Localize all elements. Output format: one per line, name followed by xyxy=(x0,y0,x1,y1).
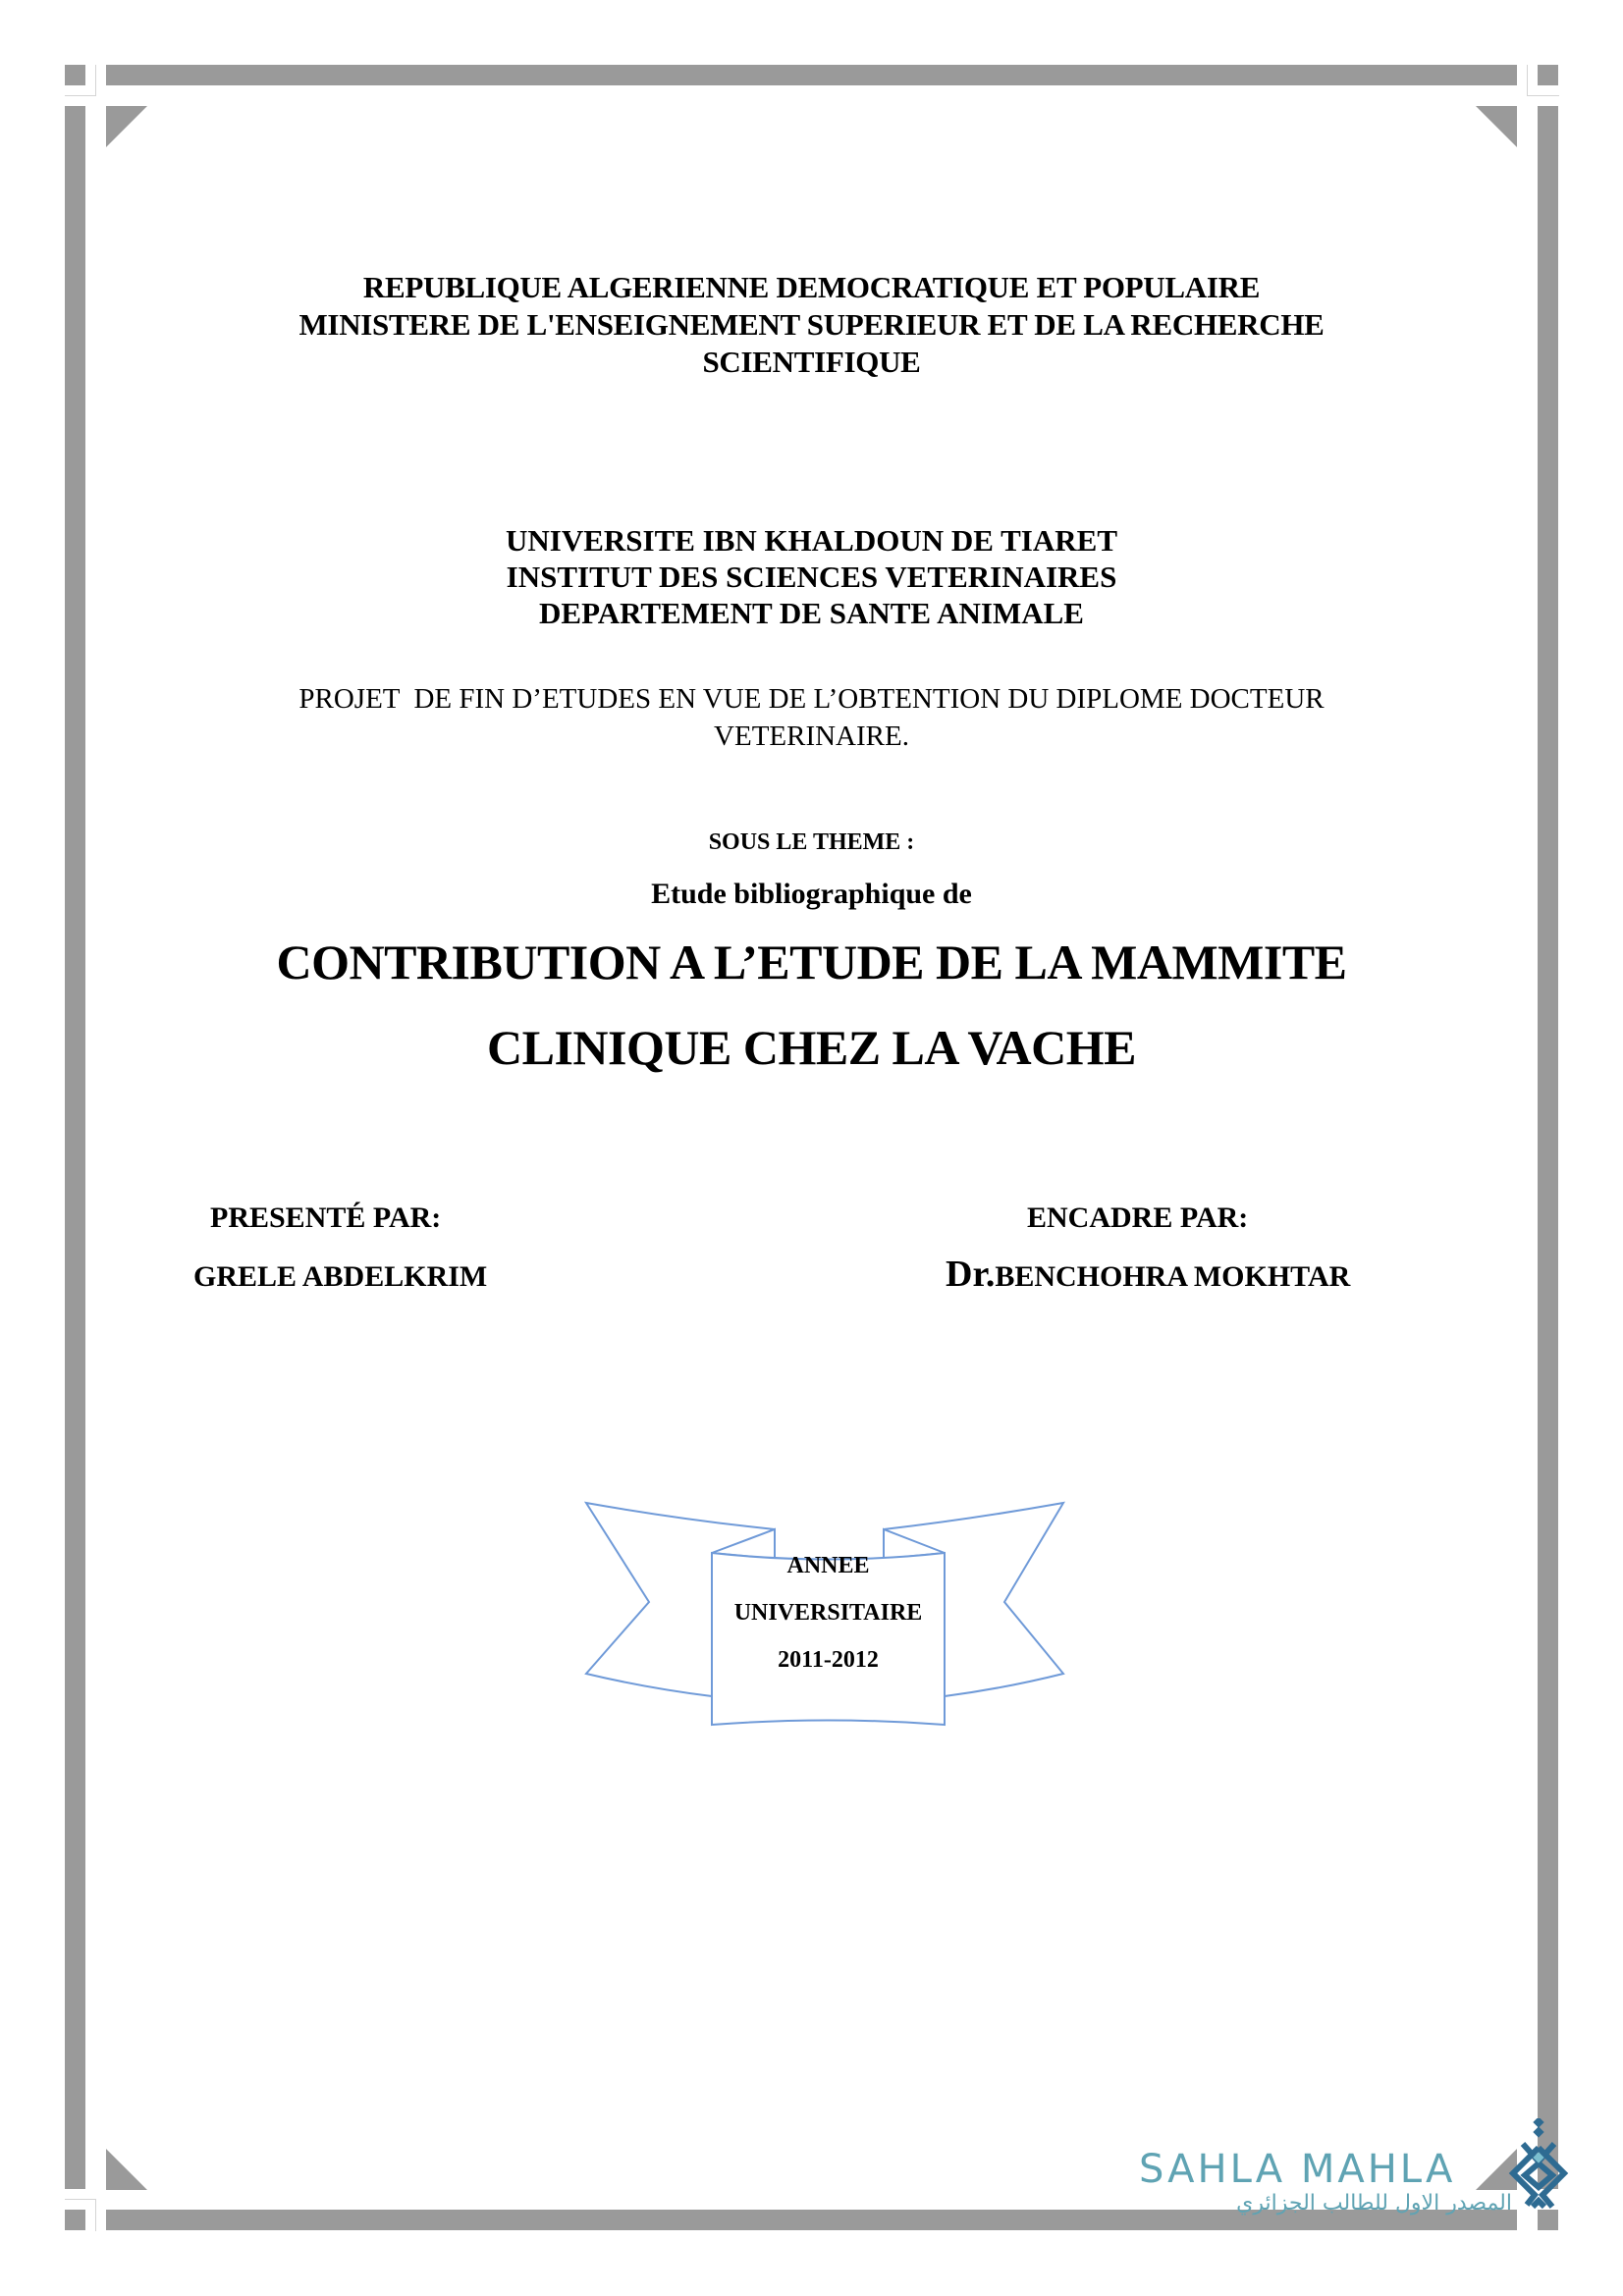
institute-name: INSTITUT DES SCIENCES VETERINAIRES xyxy=(506,560,1117,594)
watermark-tagline: المصدر الاول للطالب الجزائري xyxy=(1236,2191,1512,2216)
university-name: UNIVERSITE IBN KHALDOUN DE TIARET xyxy=(505,523,1117,558)
theme-subtitle: Etude bibliographique de xyxy=(651,878,972,910)
academic-year-line-1: ANNEE xyxy=(786,1553,870,1578)
project-line-2: VETERINAIRE. xyxy=(714,721,909,752)
theme-label: SOUS LE THEME : xyxy=(708,829,915,855)
supervisor-name: BENCHOHRA MOKHTAR xyxy=(995,1260,1351,1293)
header-line-1: REPUBLIQUE ALGERIENNE DEMOCRATIQUE ET POPULAIRE xyxy=(362,270,1261,304)
academic-year-value: 2011-2012 xyxy=(778,1647,879,1673)
academic-year-line-2: UNIVERSITAIRE xyxy=(733,1600,923,1626)
department-name: DEPARTEMENT DE SANTE ANIMALE xyxy=(539,596,1084,630)
academic-year-block xyxy=(712,1551,945,1675)
watermark xyxy=(1139,2148,1522,2216)
calligraphy-logo-icon xyxy=(1505,2118,1574,2218)
project-line-1: PROJET DE FIN D’ETUDES EN VUE DE L’OBTENTION DU DIPLOME DOCTEUR xyxy=(298,683,1325,715)
supervised-by-label: ENCADRE PAR: xyxy=(1027,1201,1249,1234)
presented-by-label: PRESENTÉ PAR: xyxy=(210,1201,442,1234)
header-line-2: MINISTERE DE L'ENSEIGNEMENT SUPERIEUR ET DE LA RECHERCHE xyxy=(298,307,1325,342)
presenter-name: GRELE ABDELKRIM xyxy=(193,1260,488,1293)
header-line-3: SCIENTIFIQUE xyxy=(702,345,921,379)
thesis-title-line-2: CLINIQUE CHEZ LA VACHE xyxy=(487,1020,1136,1075)
supervisor-title-prefix: Dr. xyxy=(946,1254,996,1295)
watermark-brand: SAHLA MAHLA xyxy=(1139,2147,1456,2192)
thesis-title-line-1: CONTRIBUTION A L’ETUDE DE LA MAMMITE xyxy=(276,934,1347,989)
